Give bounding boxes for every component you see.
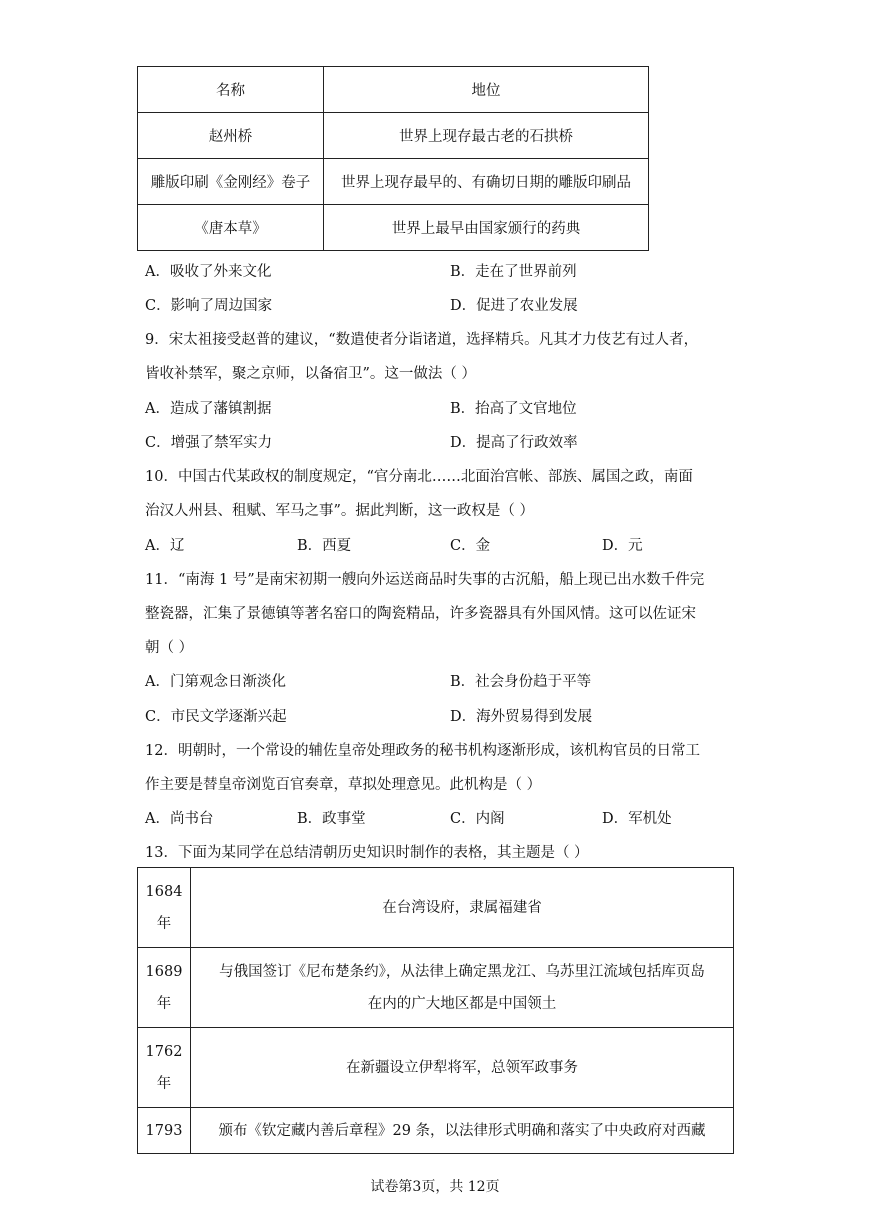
- q9-option-d[interactable]: D．提高了行政效率: [450, 435, 578, 451]
- event-cell: [191, 1028, 734, 1108]
- q13-stem-line1: 13．下面为某同学在总结清朝历史知识时制作的表格，其主题是（ ）: [145, 845, 589, 861]
- table-header-row: [138, 67, 649, 113]
- table-row: [138, 113, 649, 159]
- q12-stem-line2: 作主要是替皇帝浏览百官奏章，草拟处理意见。此机构是（ ）: [145, 777, 542, 793]
- event-text: 与俄国签订《尼布楚条约》，从法律上确定黑龙江、乌苏里江流域包括库页岛: [219, 963, 705, 980]
- q10-stem-line1: 10．中国古代某政权的制度规定，“官分南北……北面治宫帐、部族、属国之政，南面: [145, 469, 693, 485]
- table-row: [138, 868, 734, 948]
- event-cell: [191, 948, 734, 1028]
- q11-option-d[interactable]: D．海外贸易得到发展: [450, 709, 593, 725]
- q8-option-d[interactable]: D．促进了农业发展: [450, 298, 578, 314]
- q11-stem-line2: 整瓷器，汇集了景德镇等著名窑口的陶瓷精品，许多瓷器具有外国风情。这可以佐证宋: [145, 606, 696, 622]
- q9-stem-line2: 皆收补禁军，聚之京师，以备宿卫”。这一做法（ ）: [145, 366, 477, 382]
- table-cell: 赵州桥: [138, 113, 324, 159]
- event-text: 在新疆设立伊犁将军，总领军政事务: [346, 1059, 578, 1076]
- table-row: [138, 159, 649, 205]
- year-unit: 年: [156, 915, 172, 932]
- q11-option-a[interactable]: A．门第观念日渐淡化: [145, 674, 286, 690]
- q10-option-c[interactable]: C．金: [450, 538, 491, 554]
- table-cell: 世界上最早由国家颁行的药典: [324, 205, 649, 251]
- event-text: 在台湾设府，隶属福建省: [382, 899, 542, 916]
- q11-option-b[interactable]: B．社会身份趋于平等: [450, 674, 592, 690]
- event-text: 颁布《钦定藏内善后章程》29 条，以法律形式明确和落实了中央政府对西藏: [218, 1122, 706, 1139]
- page-footer: 试卷第3页，共 12页: [370, 1179, 500, 1195]
- q8-option-c[interactable]: C．影响了周边国家: [145, 298, 273, 314]
- q9-option-b[interactable]: B．抬高了文官地位: [450, 401, 577, 417]
- table-cell: 世界上现存最古老的石拱桥: [324, 113, 649, 159]
- year-number: 1762: [145, 1043, 183, 1060]
- event-text-continued: 在内的广大地区都是中国领土: [367, 995, 557, 1012]
- q8-option-a[interactable]: A．吸收了外来文化: [145, 264, 272, 280]
- q12-option-a[interactable]: A．尚书台: [145, 811, 214, 827]
- q11-stem-line1: 11．“南海 1 号”是南宋初期一艘向外运送商品时失事的古沉船，船上现已出水数千件完: [145, 572, 705, 588]
- year-number: 1793: [145, 1122, 183, 1139]
- q11-option-c[interactable]: C．市民文学逐渐兴起: [145, 709, 287, 725]
- qing-history-table: [137, 867, 734, 1154]
- table-cell: 《唐本草》: [138, 205, 324, 251]
- year-cell: [138, 1108, 191, 1154]
- event-cell: [191, 868, 734, 948]
- table-row: [138, 205, 649, 251]
- table-row: [138, 1108, 734, 1154]
- q8-option-b[interactable]: B．走在了世界前列: [450, 264, 577, 280]
- q10-stem-line2: 治汉人州县、租赋、军马之事”。据此判断，这一政权是（ ）: [145, 503, 535, 519]
- year-unit: 年: [156, 1075, 172, 1092]
- event-cell: [191, 1108, 734, 1154]
- table-cell: 雕版印刷《金刚经》卷子: [138, 159, 324, 205]
- q12-option-b[interactable]: B．政事堂: [297, 811, 366, 827]
- year-cell: [138, 868, 191, 948]
- q9-option-a[interactable]: A．造成了藩镇割据: [145, 401, 272, 417]
- table-header-cell: 名称: [138, 67, 324, 113]
- q9-stem-line1: 9．宋太祖接受赵普的建议，“数遣使者分诣诸道，选择精兵。凡其才力伎艺有过人者，: [145, 332, 699, 348]
- table-row: [138, 948, 734, 1028]
- q9-option-c[interactable]: C．增强了禁军实力: [145, 435, 273, 451]
- year-cell: [138, 1028, 191, 1108]
- q12-stem-line1: 12．明朝时，一个常设的辅佐皇帝处理政务的秘书机构逐渐形成，该机构官员的日常工: [145, 743, 700, 759]
- q11-stem-line3: 朝（ ）: [145, 640, 194, 656]
- table-header-cell: 地位: [324, 67, 649, 113]
- q10-option-a[interactable]: A．辽: [145, 538, 185, 554]
- table-row: [138, 1028, 734, 1108]
- year-cell: [138, 948, 191, 1028]
- table-cell: 世界上现存最早的、有确切日期的雕版印刷品: [324, 159, 649, 205]
- year-unit: 年: [156, 995, 172, 1012]
- q10-option-d[interactable]: D．元: [602, 538, 643, 554]
- q12-option-c[interactable]: C．内阁: [450, 811, 505, 827]
- q10-option-b[interactable]: B．西夏: [297, 538, 352, 554]
- achievements-table: [137, 66, 649, 251]
- year-number: 1689: [145, 963, 183, 980]
- q12-option-d[interactable]: D．军机处: [602, 811, 672, 827]
- year-number: 1684: [145, 883, 183, 900]
